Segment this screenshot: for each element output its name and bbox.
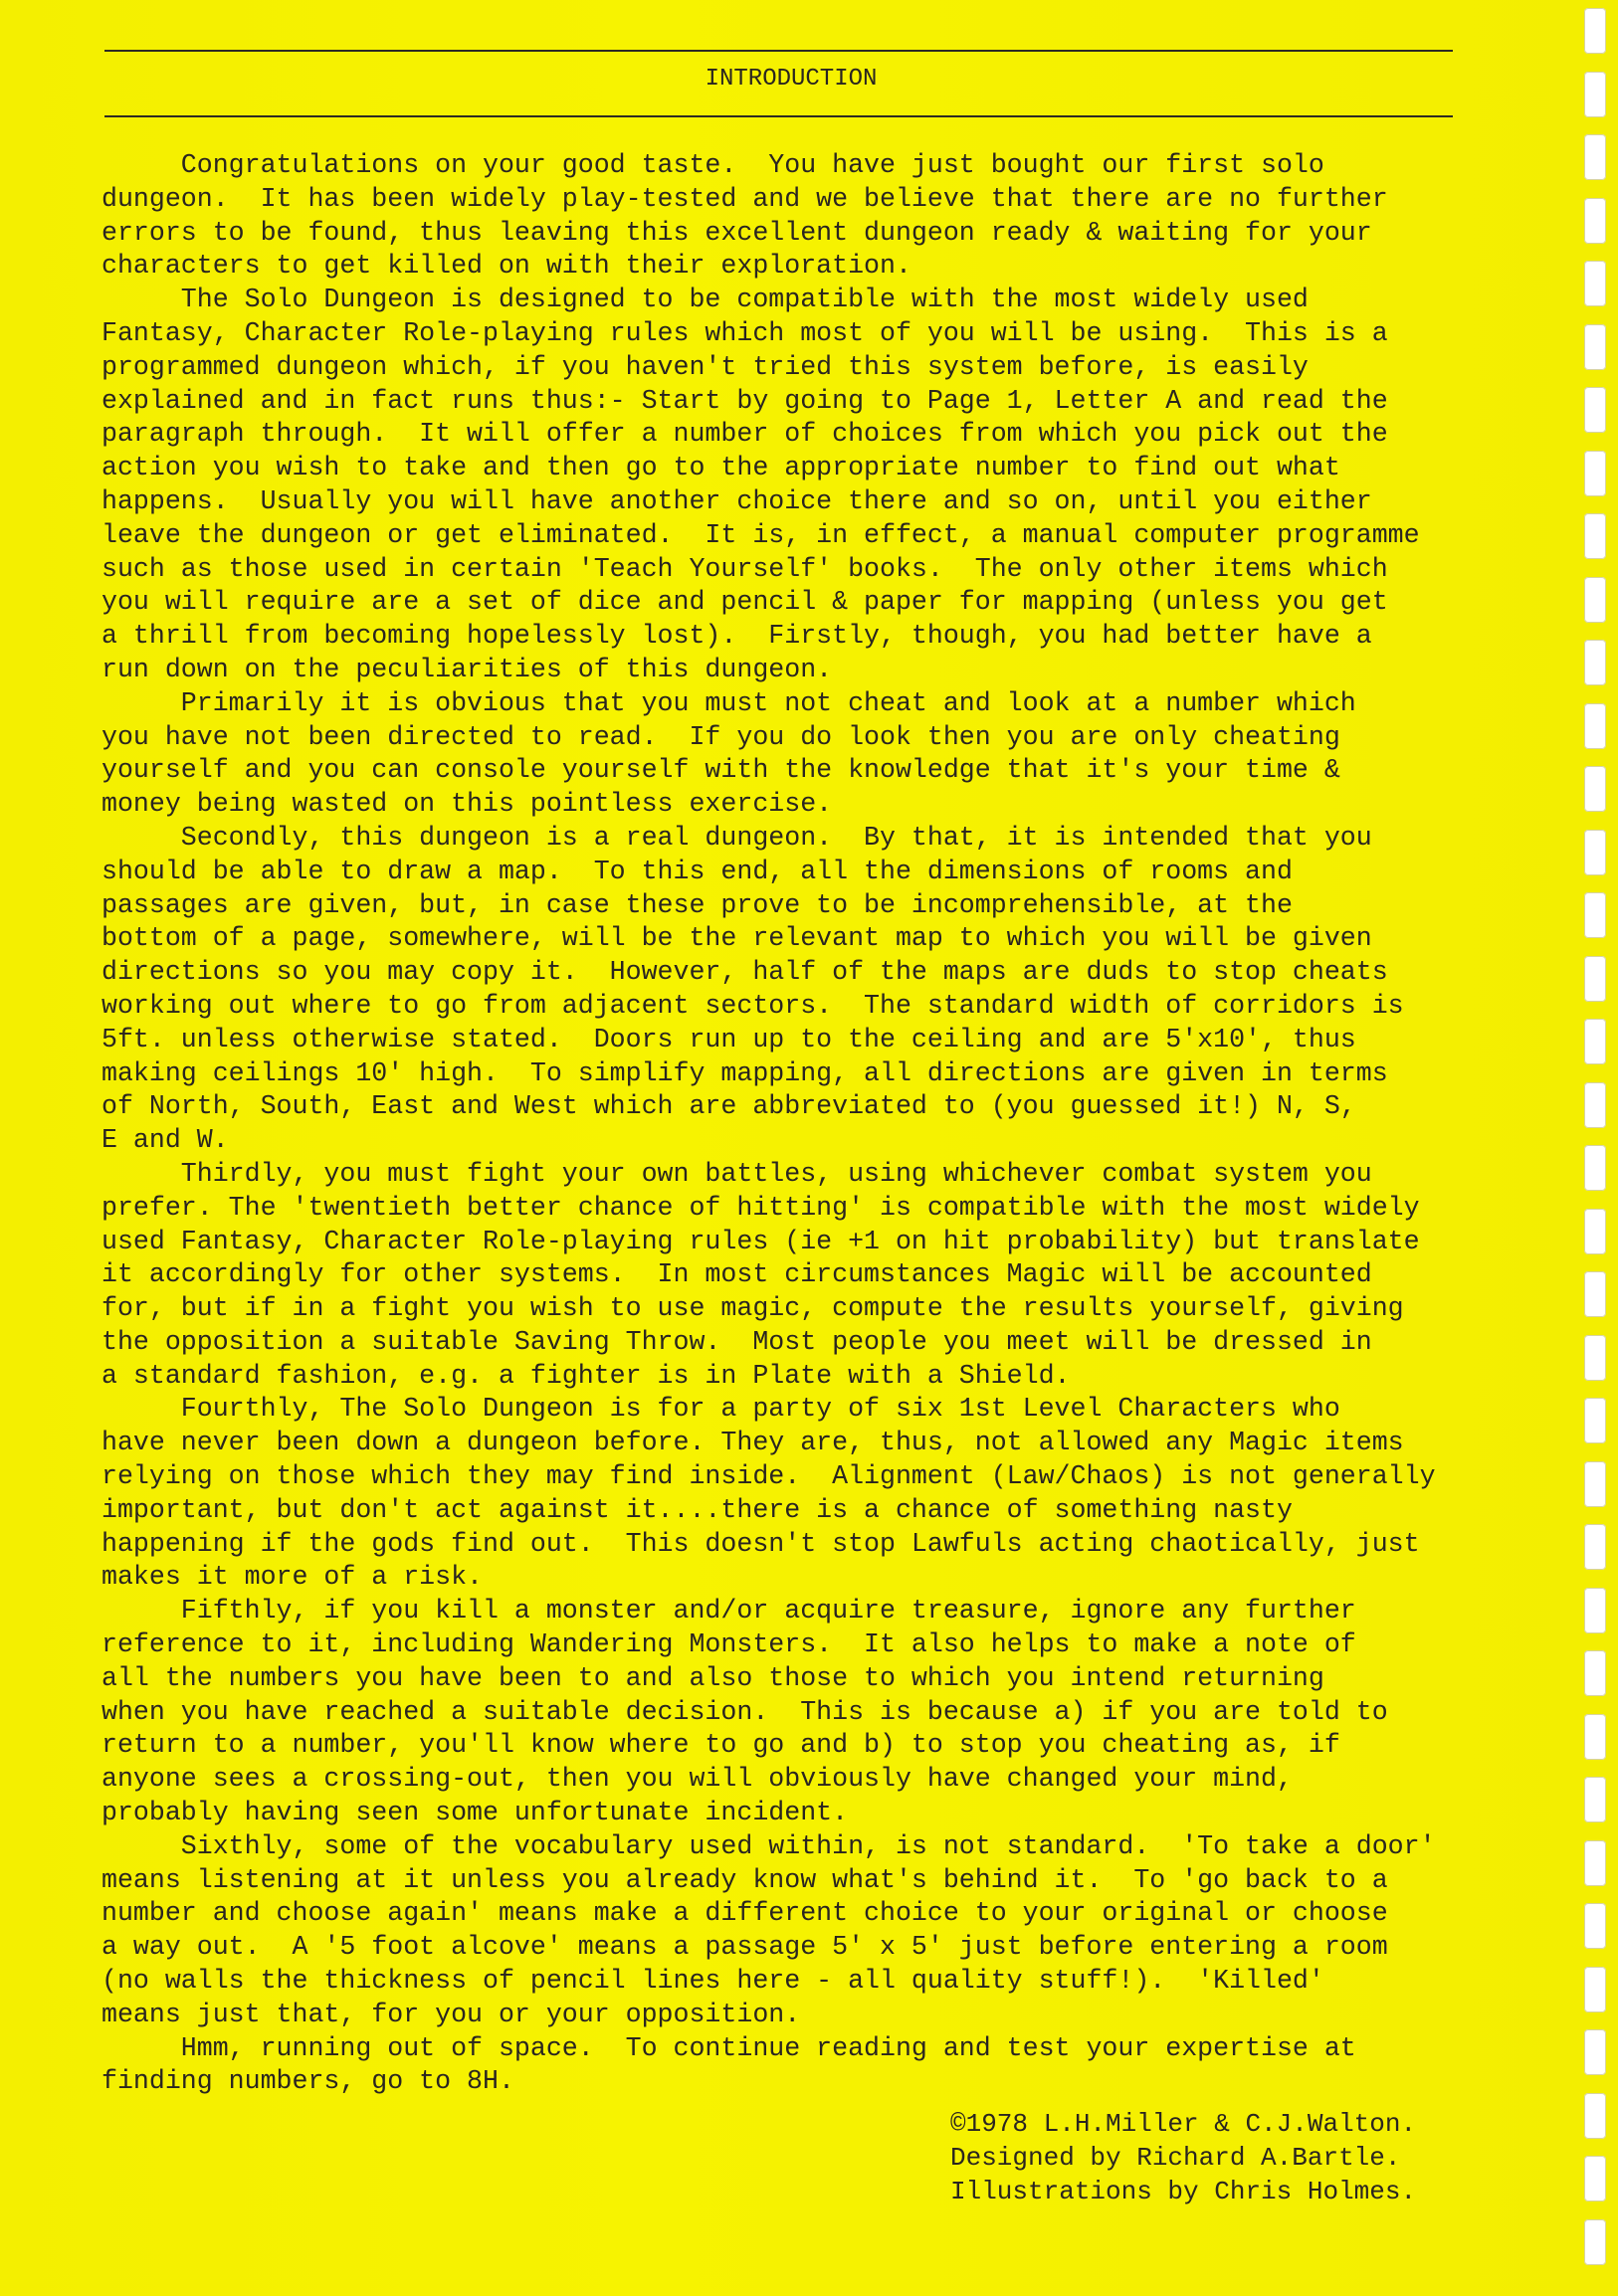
text-line: happening if the gods find out. This doesn't stop Lawfuls acting chaotically, just bbox=[101, 1528, 1420, 1559]
text-line: means listening at it unless you already know what's behind it. To 'go back to a bbox=[101, 1864, 1388, 1895]
binding-hole bbox=[1584, 830, 1606, 875]
text-line: money being wasted on this pointless exercise. bbox=[101, 789, 833, 820]
text-line: have never been down a dungeon before. They are, thus, not allowed any Magic items bbox=[101, 1428, 1404, 1458]
text-line: finding numbers, go to 8H. bbox=[101, 2066, 514, 2097]
credit-line: ©1978 L.H.Miller & C.J.Walton. bbox=[950, 2109, 1417, 2139]
binding-hole bbox=[1584, 1082, 1606, 1128]
header-rule-bottom bbox=[104, 115, 1453, 117]
binding-hole bbox=[1584, 703, 1606, 749]
binding-hole bbox=[1584, 324, 1606, 370]
binding-hole bbox=[1584, 577, 1606, 623]
text-line: you have not been directed to read. If you do look then you are only cheating bbox=[101, 721, 1340, 752]
binding-hole bbox=[1584, 956, 1606, 1002]
binding-hole bbox=[1584, 1209, 1606, 1254]
text-line: The Solo Dungeon is designed to be compatible with the most widely used bbox=[101, 285, 1309, 315]
binding-hole bbox=[1584, 513, 1606, 559]
text-line: making ceilings 10' high. To simplify mapping, all directions are given in terms bbox=[101, 1057, 1388, 1088]
binding-hole bbox=[1584, 1271, 1606, 1317]
text-line: means just that, for you or your opposition. bbox=[101, 1999, 801, 2029]
text-line: programmed dungeon which, if you haven't tried this system before, is easily bbox=[101, 351, 1309, 382]
text-line: happens. Usually you will have another choice there and so on, until you either bbox=[101, 485, 1372, 516]
text-line: Fourthly, The Solo Dungeon is for a party of six 1st Level Characters who bbox=[101, 1394, 1340, 1425]
binding-hole bbox=[1584, 1398, 1606, 1443]
binding-hole bbox=[1584, 2156, 1606, 2201]
binding-hole bbox=[1584, 1967, 1606, 2012]
binding-hole bbox=[1584, 1461, 1606, 1507]
text-line: action you wish to take and then go to the appropriate number to find out what bbox=[101, 453, 1340, 483]
binding-hole bbox=[1584, 766, 1606, 812]
text-line: relying on those which they may find inside. Alignment (Law/Chaos) is not generally bbox=[101, 1461, 1436, 1492]
text-line: Congratulations on your good taste. You have just bought our first solo bbox=[101, 150, 1324, 180]
credit-line: Designed by Richard A.Bartle. bbox=[950, 2143, 1401, 2173]
text-line: you will require are a set of dice and pencil & paper for mapping (unless you get bbox=[101, 587, 1388, 618]
binding-hole bbox=[1584, 2219, 1606, 2265]
text-line: Primarily it is obvious that you must not cheat and look at a number which bbox=[101, 687, 1356, 718]
binding-hole bbox=[1584, 198, 1606, 244]
text-line: should be able to draw a map. To this end, all the dimensions of rooms and bbox=[101, 856, 1293, 886]
text-line: dungeon. It has been widely play-tested and we believe that there are no further bbox=[101, 183, 1388, 214]
credit-line: Illustrations by Chris Holmes. bbox=[950, 2177, 1417, 2206]
binding-hole bbox=[1584, 2093, 1606, 2139]
text-line: prefer. The 'twentieth better chance of hitting' is compatible with the most widely bbox=[101, 1192, 1420, 1223]
text-line: all the numbers you have been to and also those to which you intend returning bbox=[101, 1662, 1324, 1693]
binding-hole bbox=[1584, 2029, 1606, 2075]
text-line: used Fantasy, Character Role-playing rules (ie +1 on hit probability) but translate bbox=[101, 1226, 1420, 1256]
text-line: working out where to go from adjacent sectors. The standard width of corridors is bbox=[101, 990, 1404, 1021]
binding-hole bbox=[1584, 1335, 1606, 1381]
binding-hole bbox=[1584, 451, 1606, 496]
text-line: directions so you may copy it. However, half of the maps are duds to stop cheats bbox=[101, 957, 1388, 988]
text-line: anyone sees a crossing-out, then you will obviously have changed your mind, bbox=[101, 1764, 1293, 1795]
text-line: passages are given, but, in case these prove to be incomprehensible, at the bbox=[101, 889, 1293, 920]
text-line: Secondly, this dungeon is a real dungeon. By that, it is intended that you bbox=[101, 822, 1372, 853]
binding-hole bbox=[1584, 1840, 1606, 1886]
header-rule-top bbox=[104, 50, 1453, 52]
binding-hole bbox=[1584, 1903, 1606, 1949]
binding-hole bbox=[1584, 72, 1606, 117]
text-line: probably having seen some unfortunate incident. bbox=[101, 1798, 849, 1828]
text-line: such as those used in certain 'Teach Yourself' books. The only other items which bbox=[101, 553, 1388, 584]
text-line: 5ft. unless otherwise stated. Doors run up to the ceiling and are 5'x10', thus bbox=[101, 1024, 1356, 1054]
binding-hole bbox=[1584, 892, 1606, 938]
binding-hole bbox=[1584, 1524, 1606, 1570]
text-line: explained and in fact runs thus:- Start by going to Page 1, Letter A and read the bbox=[101, 385, 1388, 416]
text-line: a way out. A '5 foot alcove' means a passage 5' x 5' just before entering a room bbox=[101, 1932, 1388, 1963]
text-line: Thirdly, you must fight your own battles, using whichever combat system you bbox=[101, 1158, 1372, 1189]
binding-hole bbox=[1584, 640, 1606, 685]
text-line: makes it more of a risk. bbox=[101, 1562, 484, 1593]
binding-hole bbox=[1584, 134, 1606, 180]
comb-binding bbox=[1572, 0, 1618, 2296]
binding-hole bbox=[1584, 1145, 1606, 1191]
text-line: Fifthly, if you kill a monster and/or acquire treasure, ignore any further bbox=[101, 1596, 1356, 1626]
text-line: number and choose again' means make a different choice to your original or choose bbox=[101, 1898, 1388, 1929]
text-line: run down on the peculiarities of this dungeon. bbox=[101, 654, 833, 684]
credits-block bbox=[950, 2107, 1416, 2208]
text-line: important, but don't act against it....there is a chance of something nasty bbox=[101, 1494, 1293, 1525]
text-line: Sixthly, some of the vocabulary used within, is not standard. 'To take a door' bbox=[101, 1830, 1436, 1861]
text-line: (no walls the thickness of pencil lines here - all quality stuff!). 'Killed' bbox=[101, 1966, 1324, 1997]
binding-hole bbox=[1584, 1588, 1606, 1633]
text-line: it accordingly for other systems. In most circumstances Magic will be accounted bbox=[101, 1259, 1372, 1290]
binding-hole bbox=[1584, 8, 1606, 54]
binding-hole bbox=[1584, 1714, 1606, 1760]
text-line: bottom of a page, somewhere, will be the relevant map to which you will be given bbox=[101, 923, 1372, 954]
binding-hole bbox=[1584, 261, 1606, 306]
text-line: a thrill from becoming hopelessly lost). Firstly, though, you had better have a bbox=[101, 621, 1372, 652]
text-line: a standard fashion, e.g. a fighter is in Plate with a Shield. bbox=[101, 1360, 1071, 1391]
binding-hole bbox=[1584, 1777, 1606, 1822]
text-line: paragraph through. It will offer a number of choices from which you pick out the bbox=[101, 419, 1388, 450]
binding-hole bbox=[1584, 1019, 1606, 1064]
text-line: the opposition a suitable Saving Throw. Most people you meet will be dressed in bbox=[101, 1326, 1372, 1357]
text-line: leave the dungeon or get eliminated. It is, in effect, a manual computer programme bbox=[101, 519, 1420, 550]
introduction-body bbox=[101, 149, 1515, 2099]
binding-hole bbox=[1584, 1650, 1606, 1696]
text-line: of North, South, East and West which are abbreviated to (you guessed it!) N, S, bbox=[101, 1091, 1356, 1122]
text-line: when you have reached a suitable decision. This is because a) if you are told to bbox=[101, 1696, 1388, 1727]
text-line: yourself and you can console yourself with the knowledge that it's your time & bbox=[101, 755, 1340, 786]
text-line: reference to it, including Wandering Monsters. It also helps to make a note of bbox=[101, 1629, 1356, 1660]
text-line: for, but if in a fight you wish to use magic, compute the results yourself, giving bbox=[101, 1293, 1404, 1324]
page-title: INTRODUCTION bbox=[705, 66, 878, 93]
text-line: Hmm, running out of space. To continue reading and test your expertise at bbox=[101, 2032, 1356, 2063]
text-line: return to a number, you'll know where to go and b) to stop you cheating as, if bbox=[101, 1730, 1340, 1761]
text-line: Fantasy, Character Role-playing rules which most of you will be using. This is a bbox=[101, 317, 1388, 348]
text-line: E and W. bbox=[101, 1125, 229, 1156]
text-line: characters to get killed on with their exploration. bbox=[101, 251, 911, 282]
binding-hole bbox=[1584, 387, 1606, 433]
text-line: errors to be found, thus leaving this excellent dungeon ready & waiting for your bbox=[101, 217, 1372, 248]
